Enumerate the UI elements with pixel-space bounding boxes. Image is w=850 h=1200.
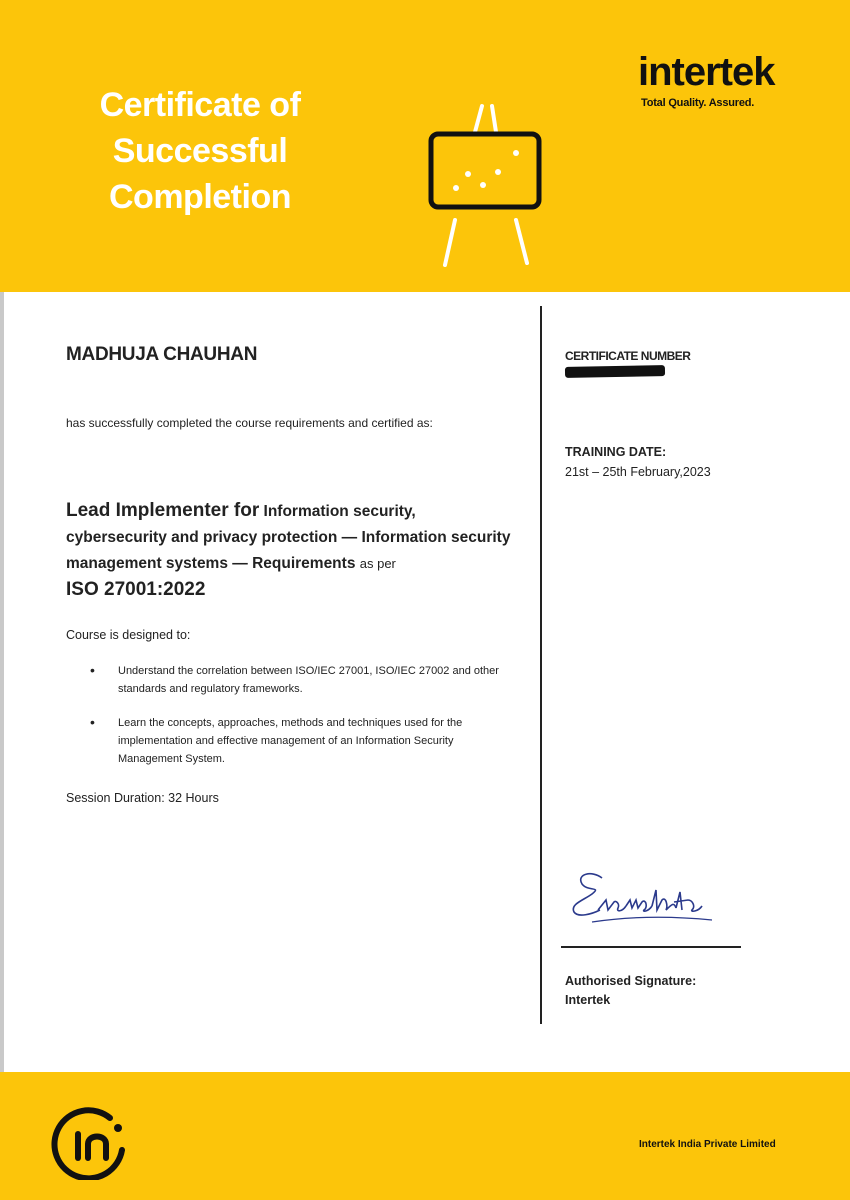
authorised-signature-label: Authorised Signature: <box>565 974 697 988</box>
handwritten-signature <box>562 860 732 930</box>
course-designed-label: Course is designed to: <box>66 628 191 642</box>
completion-statement: has successfully completed the course requirements and certified as: <box>66 416 433 430</box>
list-item: • Understand the correlation between ISO/IEC 27001, ISO/IEC 27002 and other standards and regulatory frameworks. <box>90 662 520 698</box>
course-as-per: as per <box>359 556 396 571</box>
course-description: Information security, cybersecurity and privacy protection — Information security management systems — Requirements <box>66 503 511 572</box>
certificate-number-redacted <box>565 365 665 378</box>
certificate-title <box>70 82 330 220</box>
session-duration: Session Duration: 32 Hours <box>66 791 219 805</box>
signature-line <box>561 946 741 948</box>
training-date-value: 21st – 25th February,2023 <box>565 465 711 479</box>
intertek-logo: intertek <box>638 50 775 94</box>
authorised-signature-block <box>565 972 745 1010</box>
authorised-organization: Intertek <box>565 993 611 1007</box>
title-line-2: Successful <box>112 132 288 170</box>
recipient-name: MADHUJA CHAUHAN <box>66 344 258 365</box>
title-line-3: Completion <box>109 178 291 216</box>
vertical-divider <box>540 306 542 1024</box>
course-title <box>66 498 516 604</box>
company-name: Intertek India Private Limited <box>639 1139 776 1150</box>
intertek-in-logo-icon <box>48 1104 132 1180</box>
logo-tagline: Total Quality. Assured. <box>641 97 755 109</box>
course-standard: ISO 27001:2022 <box>66 579 206 600</box>
title-line-1: Certificate of <box>99 86 301 124</box>
course-objectives-list <box>90 662 520 784</box>
easel-presentation-icon <box>420 100 560 275</box>
certificate-number-label: CERTIFICATE NUMBER <box>565 349 691 363</box>
course-role: Lead Implementer for <box>66 500 260 521</box>
training-date-label: TRAINING DATE: <box>565 445 667 459</box>
list-item: • Learn the concepts, approaches, methods and techniques used for the implementation and effective management of an Information Security Management System. <box>90 714 520 768</box>
